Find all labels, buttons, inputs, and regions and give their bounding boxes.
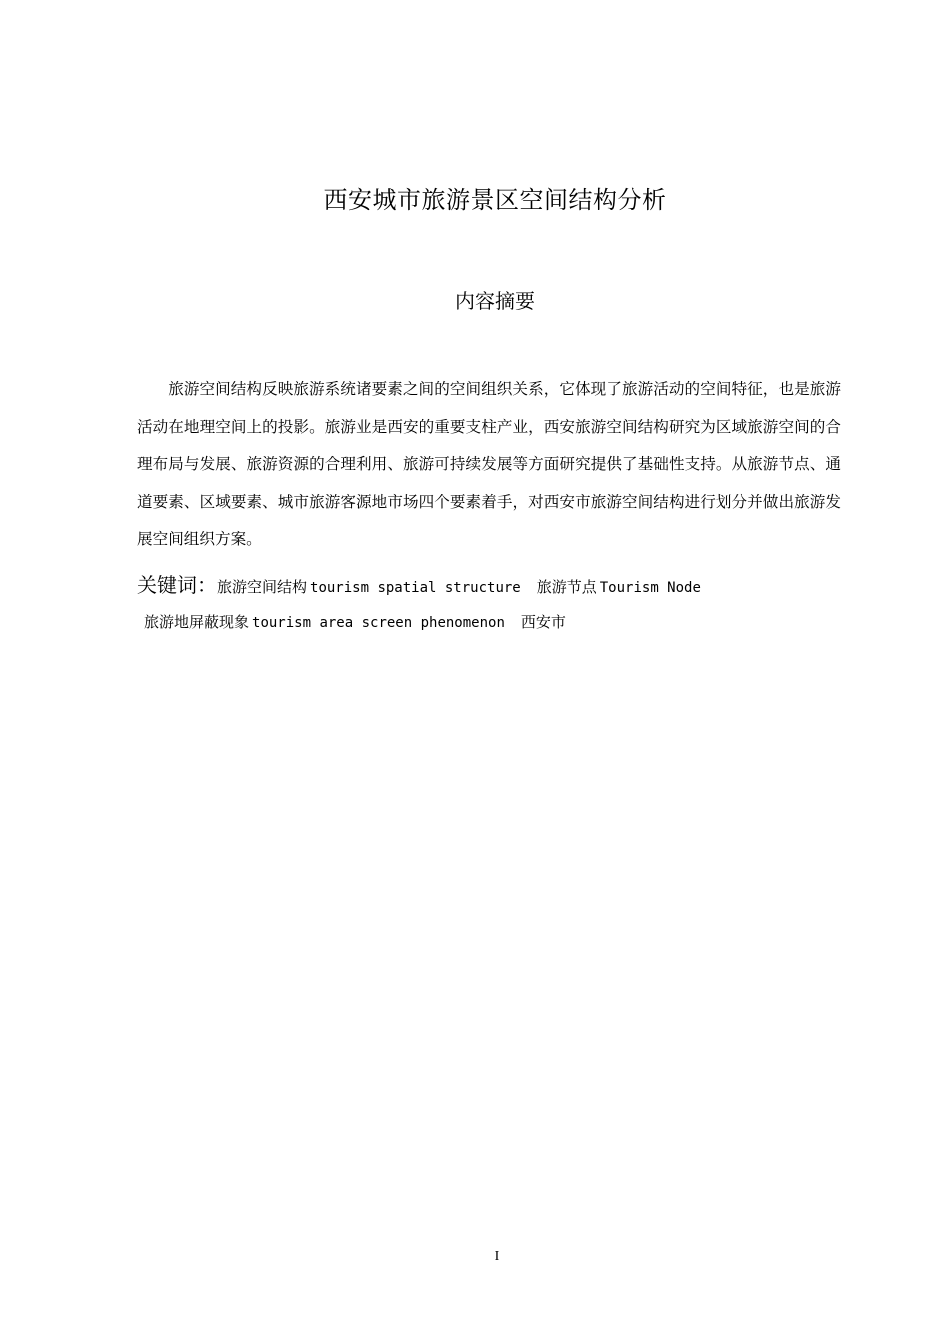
abstract-paragraph: 旅游空间结构反映旅游系统诸要素之间的空间组织关系，它体现了旅游活动的空间特征，也是旅游活动在地理空间上的投影。旅游业是西安的重要支柱产业，西安旅游空间结构研究为区域旅游空间的合理布局与发展、旅游资源的合理利用、旅游可持续发展等方面研究提供了基础性支持。从旅游节点、通道要素、区域要素、城市旅游客源地市场四个要素着手，对西安市旅游空间结构进行划分并做出旅游发展空间组织方案。 bbox=[137, 380, 841, 548]
keywords-line-1 bbox=[137, 568, 857, 605]
keyword-zh: 旅游节点 bbox=[536, 578, 597, 596]
page-number: I bbox=[494, 1249, 500, 1264]
keywords-line-2 bbox=[137, 605, 857, 640]
keyword-en: Tourism Node bbox=[599, 580, 701, 596]
keyword-en: tourism spatial structure bbox=[310, 580, 521, 596]
keyword-en: tourism area screen phenomenon bbox=[252, 615, 505, 631]
keywords-block bbox=[137, 568, 857, 640]
keyword-zh: 西安市 bbox=[520, 613, 566, 631]
keyword-zh: 旅游空间结构 bbox=[217, 578, 308, 596]
keywords-label: 关键词： bbox=[137, 573, 217, 597]
abstract-heading: 内容摘要 bbox=[455, 289, 535, 313]
document-title: 西安城市旅游景区空间结构分析 bbox=[323, 186, 667, 214]
keyword-zh: 旅游地屏蔽现象 bbox=[144, 613, 250, 631]
